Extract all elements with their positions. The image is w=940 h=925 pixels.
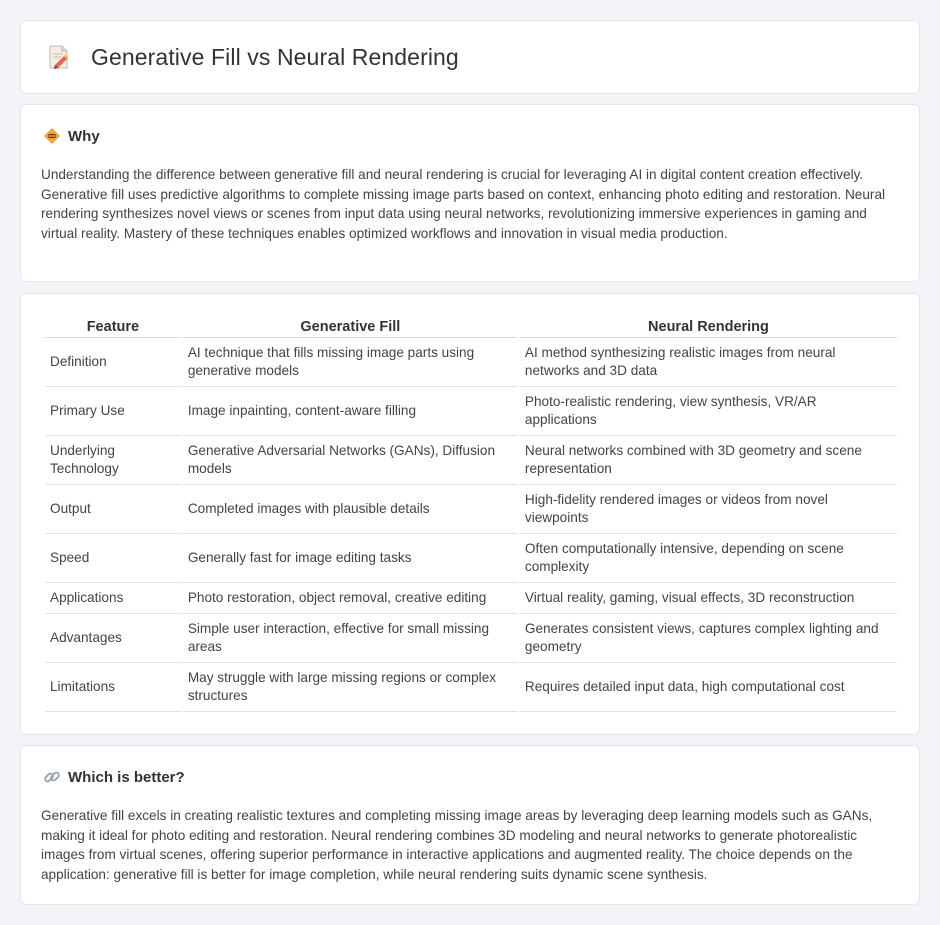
table-row	[45, 485, 897, 534]
neural-rendering-cell: AI method synthesizing realistic images from neural networks and 3D data	[520, 338, 897, 387]
feature-cell: Definition	[45, 338, 181, 387]
table-row	[45, 338, 897, 387]
feature-cell: Applications	[45, 583, 181, 614]
diamond-sign-icon	[43, 127, 61, 145]
neural-rendering-cell: Often computationally intensive, depending on scene complexity	[520, 534, 897, 583]
better-body: Generative fill excels in creating realistic textures and completing missing image areas by leveraging deep learning models such as GANs, making it ideal for photo editing and restoration. Neural rendering combines 3D modeling and neural networks to generate photorealistic images from virtual scenes, offering superior performance in interactive applications and augmented reality. The choice depends on the application: generative fill is better for image completion, while neural rendering suits dynamic scene synthesis.	[41, 808, 873, 882]
page-title: Generative Fill vs Neural Rendering	[91, 43, 459, 70]
neural-rendering-cell: High-fidelity rendered images or videos from novel viewpoints	[520, 485, 897, 534]
generative-fill-cell: Completed images with plausible details	[183, 485, 518, 534]
comparison-table-card	[20, 293, 920, 735]
neural-rendering-cell: Photo-realistic rendering, view synthesis, VR/AR applications	[520, 387, 897, 436]
feature-cell: Advantages	[45, 614, 181, 663]
table-row	[45, 663, 897, 712]
generative-fill-cell: AI technique that fills missing image parts using generative models	[183, 338, 518, 387]
neural-rendering-cell: Requires detailed input data, high computational cost	[520, 663, 897, 712]
header-card	[20, 20, 920, 94]
table-row	[45, 387, 897, 436]
why-heading	[43, 127, 100, 145]
which-is-better-section	[20, 745, 920, 905]
feature-cell: Underlying Technology	[45, 436, 181, 485]
better-title: Which is better?	[68, 768, 185, 786]
feature-cell: Limitations	[45, 663, 181, 712]
table-row	[45, 436, 897, 485]
table-row	[45, 583, 897, 614]
better-heading	[43, 768, 185, 786]
comparison-table	[43, 316, 899, 712]
feature-cell: Output	[45, 485, 181, 534]
feature-cell: Speed	[45, 534, 181, 583]
generative-fill-cell: Generally fast for image editing tasks	[183, 534, 518, 583]
table-header-row	[45, 316, 897, 338]
link-icon	[43, 768, 61, 786]
generative-fill-cell: Simple user interaction, effective for small missing areas	[183, 614, 518, 663]
neural-rendering-cell: Neural networks combined with 3D geometry and scene representation	[520, 436, 897, 485]
generative-fill-cell: Photo restoration, object removal, creative editing	[183, 583, 518, 614]
table-row	[45, 534, 897, 583]
header-feature: Feature	[45, 316, 181, 338]
table-row	[45, 614, 897, 663]
why-section	[20, 104, 920, 282]
generative-fill-cell: Generative Adversarial Networks (GANs), Diffusion models	[183, 436, 518, 485]
feature-cell: Primary Use	[45, 387, 181, 436]
why-body: Understanding the difference between generative fill and neural rendering is crucial for leveraging AI in digital content creation effectively. Generative fill uses predictive algorithms to complete missing image parts based on context, enhancing photo editing and restoration. Neural rendering synthesizes novel views or scenes from input data using neural networks, revolutionizing immersive experiences in gaming and virtual reality. Mastery of these techniques enables optimized workflows and innovation in visual media production.	[41, 167, 886, 241]
document-pencil-icon	[47, 44, 71, 70]
header-neural-rendering: Neural Rendering	[520, 316, 897, 338]
neural-rendering-cell: Virtual reality, gaming, visual effects, 3D reconstruction	[520, 583, 897, 614]
generative-fill-cell: Image inpainting, content-aware filling	[183, 387, 518, 436]
neural-rendering-cell: Generates consistent views, captures complex lighting and geometry	[520, 614, 897, 663]
generative-fill-cell: May struggle with large missing regions or complex structures	[183, 663, 518, 712]
why-title: Why	[68, 127, 100, 145]
header-generative-fill: Generative Fill	[183, 316, 518, 338]
